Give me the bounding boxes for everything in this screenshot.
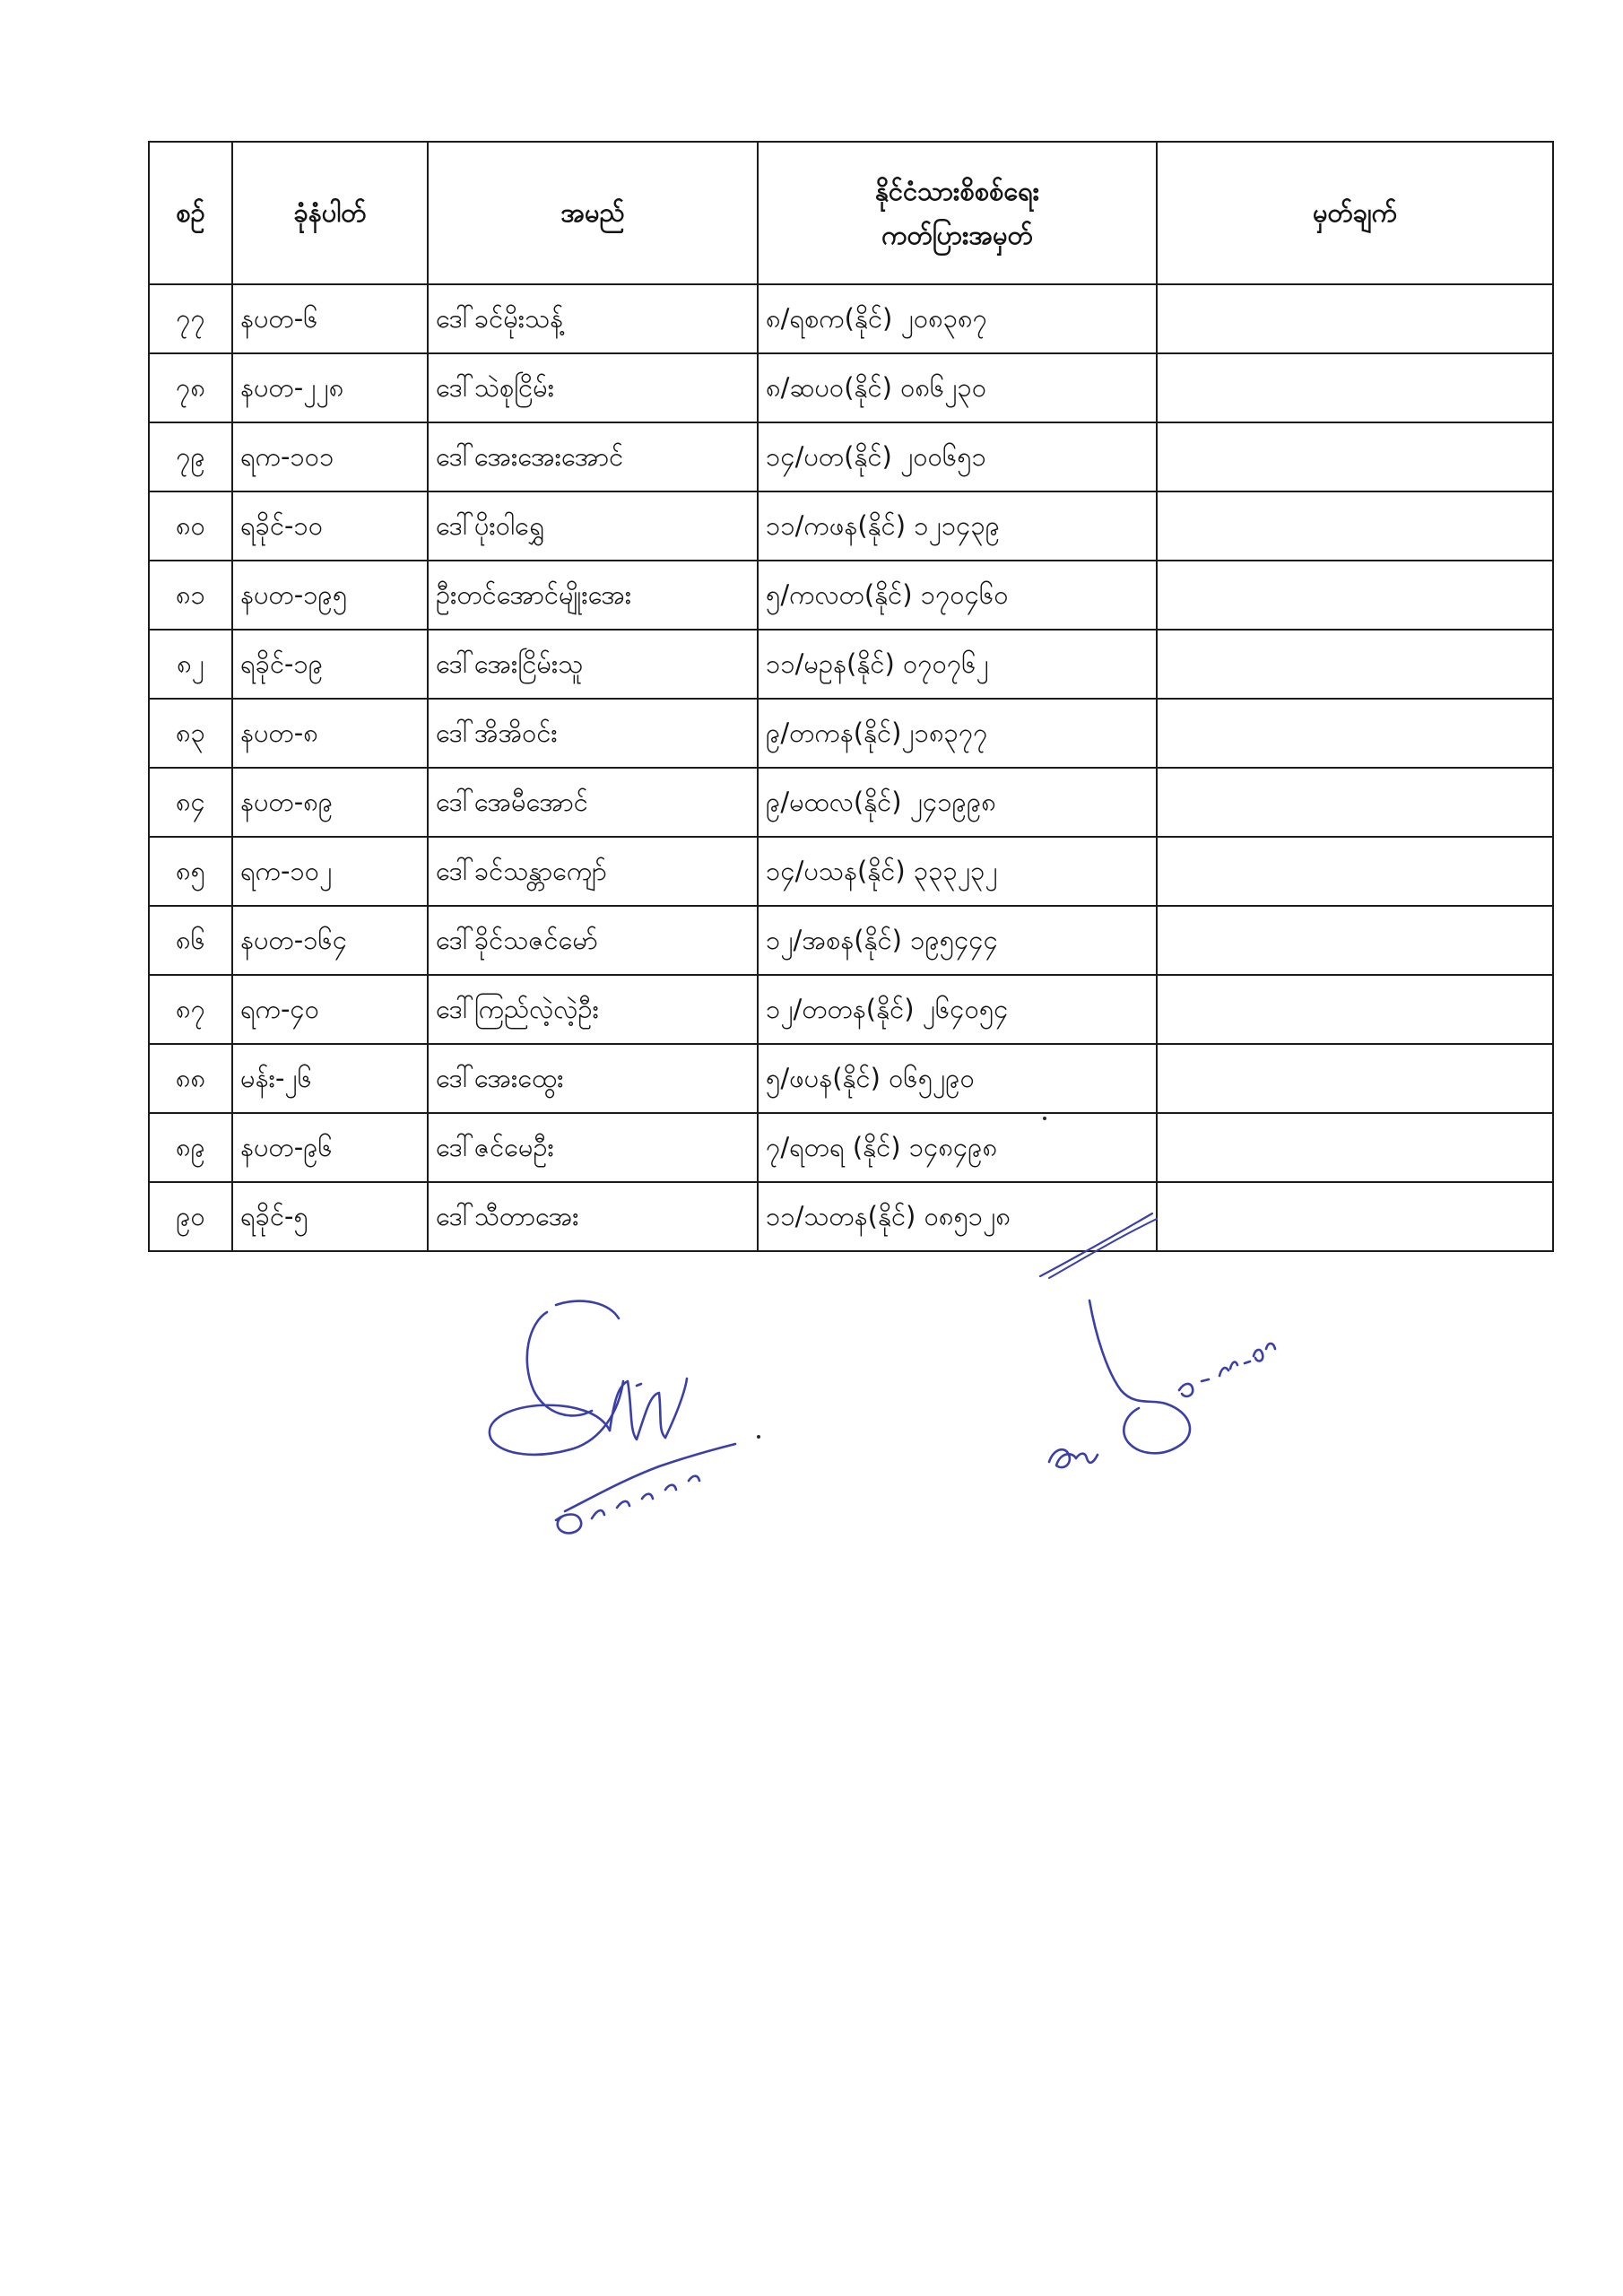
table-row <box>149 491 1553 561</box>
table-row <box>149 353 1553 422</box>
cell-nrc-number: ၁၁/မဥန(နိုင်) ၀၇၀၇၆၂ <box>758 630 1157 699</box>
cell-nrc-number: ၁၄/ပတ(နိုင်) ၂၀၀၆၅၁ <box>758 422 1157 491</box>
cell-seat-number: နပတ-၉၆ <box>232 1113 428 1182</box>
cell-remark <box>1157 561 1553 630</box>
table-row <box>149 1113 1553 1182</box>
cell-name: ဒေါ်အေးအေးအောင် <box>428 422 758 491</box>
cell-remark <box>1157 906 1553 975</box>
cell-serial-no: ၈၁ <box>149 561 232 630</box>
table-row <box>149 630 1553 699</box>
cell-serial-no: ၈၂ <box>149 630 232 699</box>
cell-nrc-number: ၁၂/အစန(နိုင်) ၁၉၅၄၄၄ <box>758 906 1157 975</box>
cell-name: ဒေါ်အေမီအောင် <box>428 768 758 837</box>
cell-seat-number: ရက-၁၀၂ <box>232 837 428 906</box>
table-row <box>149 837 1553 906</box>
table-row <box>149 561 1553 630</box>
cell-seat-number: ရခိုင်-၁၀ <box>232 491 428 561</box>
cell-seat-number: နပတ-၆ <box>232 284 428 353</box>
cell-seat-number: ရခိုင်-၁၉ <box>232 630 428 699</box>
cell-remark <box>1157 284 1553 353</box>
cell-name: ဒေါ်အေးငြိမ်းသူ <box>428 630 758 699</box>
cell-seat-number: ရခိုင်-၅ <box>232 1182 428 1251</box>
cell-nrc-number: ၁၁/သတန(နိုင်) ၀၈၅၁၂၈ <box>758 1182 1157 1251</box>
table-row <box>149 1044 1553 1113</box>
header-serial-no: စဉ် <box>149 142 232 284</box>
signature-left <box>466 1296 762 1556</box>
cell-seat-number: ရက-၁၀၁ <box>232 422 428 491</box>
table-body <box>149 284 1553 1251</box>
cell-nrc-number: ၉/တကန(နိုင်)၂၁၈၃၇၇ <box>758 699 1157 768</box>
cell-seat-number: ရက-၄၀ <box>232 975 428 1044</box>
cell-name: ဒေါ်သီတာအေး <box>428 1182 758 1251</box>
cell-name: ဒေါ်ခင်မိုးသန့် <box>428 284 758 353</box>
header-name: အမည် <box>428 142 758 284</box>
table-row <box>149 768 1553 837</box>
cell-seat-number: နပတ-၁၆၄ <box>232 906 428 975</box>
table-row <box>149 975 1553 1044</box>
cell-seat-number: နပတ-၁၉၅ <box>232 561 428 630</box>
header-nrc-line-1: နိုင်ငံသားစိစစ်ရေး <box>874 176 1040 207</box>
scan-speck <box>1043 1117 1046 1120</box>
cell-name: ဒေါ်ပိုးဝါရွှေ <box>428 491 758 561</box>
cell-remark <box>1157 491 1553 561</box>
cell-nrc-number: ၁၁/ကဖန(နိုင်) ၁၂၁၄၃၉ <box>758 491 1157 561</box>
table-row <box>149 422 1553 491</box>
cell-seat-number: နပတ-၈ <box>232 699 428 768</box>
cell-remark <box>1157 1113 1553 1182</box>
candidate-table <box>148 141 1554 1252</box>
table-row <box>149 284 1553 353</box>
cell-nrc-number: ၇/ရတရ (နိုင်) ၁၄၈၄၉၈ <box>758 1113 1157 1182</box>
cell-serial-no: ၉၀ <box>149 1182 232 1251</box>
table-row <box>149 699 1553 768</box>
cell-serial-no: ၈၄ <box>149 768 232 837</box>
header-nrc-number <box>758 142 1157 284</box>
cell-name: ဒေါ်သဲစုငြိမ်း <box>428 353 758 422</box>
pen-tick-mark <box>1031 1206 1166 1278</box>
cell-remark <box>1157 768 1553 837</box>
cell-name: ဒေါ်ခင်သန္တာကျော် <box>428 837 758 906</box>
header-seat-number: ခုံနံပါတ် <box>232 142 428 284</box>
cell-name: ဦးတင်အောင်မျိုးအေး <box>428 561 758 630</box>
header-nrc-line-2: ကတ်ပြားအမှတ် <box>881 219 1033 250</box>
cell-nrc-number: ၉/မထလ(နိုင်) ၂၄၁၉၉၈ <box>758 768 1157 837</box>
cell-name: ဒေါ်ဇင်မေဦး <box>428 1113 758 1182</box>
table-row <box>149 1182 1553 1251</box>
header-row <box>149 142 1553 284</box>
cell-serial-no: ၈၈ <box>149 1044 232 1113</box>
cell-remark <box>1157 699 1553 768</box>
cell-name: ဒေါ်အိအိဝင်း <box>428 699 758 768</box>
cell-nrc-number: ၅/ကလတ(နိုင်) ၁၇၀၄၆၀ <box>758 561 1157 630</box>
header-remark: မှတ်ချက် <box>1157 142 1553 284</box>
cell-serial-no: ၈၆ <box>149 906 232 975</box>
cell-remark <box>1157 353 1553 422</box>
cell-serial-no: ၈၇ <box>149 975 232 1044</box>
cell-serial-no: ၈၉ <box>149 1113 232 1182</box>
cell-nrc-number: ၁၂/တတန(နိုင်) ၂၆၄၀၅၄ <box>758 975 1157 1044</box>
cell-seat-number: နပတ-၈၉ <box>232 768 428 837</box>
cell-nrc-number: ၈/ရစက(နိုင်) ၂၀၈၃၈၇ <box>758 284 1157 353</box>
signature-right <box>1031 1283 1282 1489</box>
cell-serial-no: ၈၃ <box>149 699 232 768</box>
cell-remark <box>1157 1044 1553 1113</box>
cell-seat-number: နပတ-၂၂၈ <box>232 353 428 422</box>
cell-name: ဒေါ်ကြည်လဲ့လဲ့ဦး <box>428 975 758 1044</box>
cell-seat-number: မန်း-၂၆ <box>232 1044 428 1113</box>
cell-serial-no: ၈၀ <box>149 491 232 561</box>
cell-nrc-number: ၈/ဆပဝ(နိုင်) ၀၈၆၂၃၀ <box>758 353 1157 422</box>
cell-remark <box>1157 630 1553 699</box>
cell-name: ဒေါ်ခိုင်သဇင်မော် <box>428 906 758 975</box>
cell-remark <box>1157 975 1553 1044</box>
cell-name: ဒေါ်အေးထွေး <box>428 1044 758 1113</box>
cell-serial-no: ၈၅ <box>149 837 232 906</box>
cell-remark <box>1157 1182 1553 1251</box>
cell-remark <box>1157 422 1553 491</box>
cell-serial-no: ၇၈ <box>149 353 232 422</box>
cell-remark <box>1157 837 1553 906</box>
cell-nrc-number: ၅/ဖပန(နိုင်) ၀၆၅၂၉၀ <box>758 1044 1157 1113</box>
cell-nrc-number: ၁၄/ပသန(နိုင်) ၃၃၃၂၃၂ <box>758 837 1157 906</box>
table-row <box>149 906 1553 975</box>
cell-serial-no: ၇၇ <box>149 284 232 353</box>
table-header <box>149 142 1553 284</box>
cell-serial-no: ၇၉ <box>149 422 232 491</box>
